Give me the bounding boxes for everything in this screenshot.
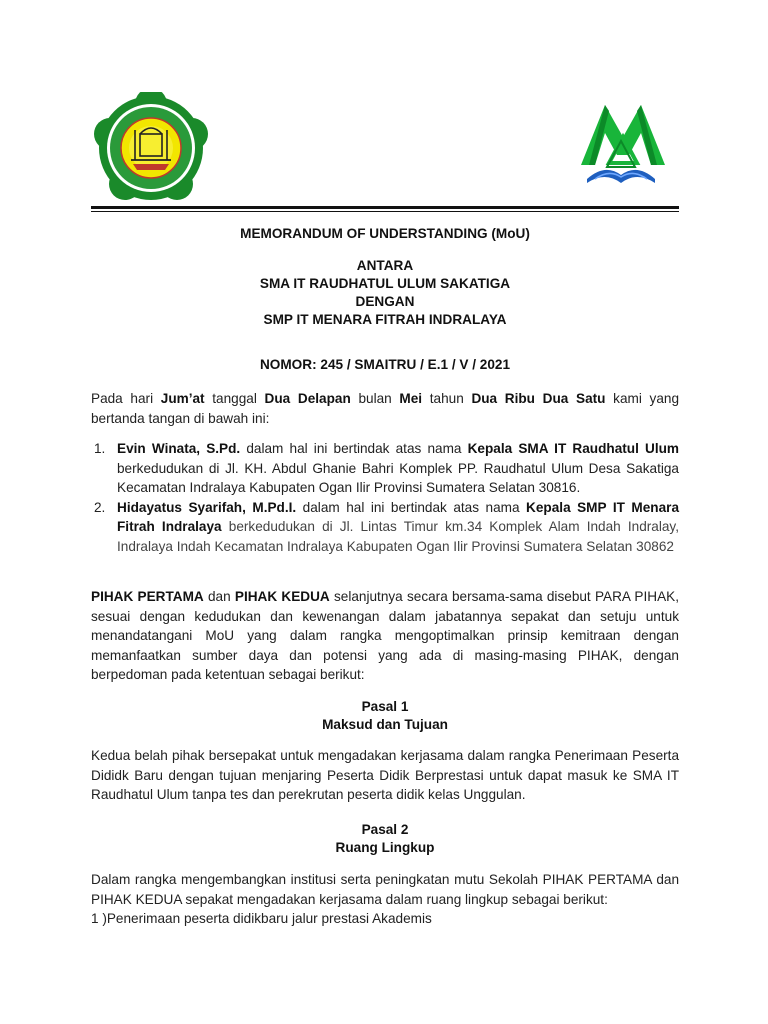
pasal1-title: Pasal 1 bbox=[361, 699, 409, 714]
list-item: 2. Hidayatus Syarifah, M.Pd.I. dalam hal ini bertindak atas nama Kepala SMP IT Menara Fitrah Indralaya berkedudukan di Jl. Lintas Timur km.34 Komplek Alam Indah Indralay, Indralaya Indah Kecamatan Indralaya Kabupaten Ogan Ilir Provinsi Sumatera Selatan 30862 bbox=[94, 499, 679, 554]
header-rule-thick bbox=[91, 206, 679, 209]
list-item: 1. Evin Winata, S.Pd. dalam hal ini bertindak atas nama Kepala SMA IT Raudhatul Ulum berkedudukan di Jl. KH. Abdul Ghanie Bahri Komplek PP. Raudhatul Ulum Desa Sakatiga Kecamatan Indralaya Kabupaten Ogan Ilir Provinsi Sumatera Selatan 30816. bbox=[94, 441, 679, 495]
header-rule-thin bbox=[91, 211, 679, 212]
opening-paragraph: Pada hari Jum’at tanggal Dua Delapan bulan Mei tahun Dua Ribu Dua Satu kami yang bertanda tangan di bawah ini: bbox=[91, 391, 680, 426]
pasal2-item-1: 1 )Penerimaan peserta didikbaru jalur prestasi Akademis bbox=[91, 911, 432, 926]
heading-party-one: SMA IT RAUDHATUL ULUM SAKATIGA bbox=[259, 276, 511, 291]
pasal2-title: Pasal 2 bbox=[361, 822, 409, 837]
pasal2-text: Dalam rangka mengembangkan institusi serta peningkatan mutu Sekolah PIHAK PERTAMA dan PIHAK KEDUA sepakat mengadakan kerjasama dalam ruang lingkup sebagai berikut: bbox=[91, 872, 679, 907]
pasal2-subtitle: Ruang Lingkup bbox=[335, 840, 435, 855]
pasal1-subtitle: Maksud dan Tujuan bbox=[322, 717, 448, 732]
heading-dengan: DENGAN bbox=[355, 294, 415, 309]
agreement-paragraph: PIHAK PERTAMA dan PIHAK KEDUA selanjutnya secara bersama-sama disebut PARA PIHAK, sesuai dengan kedudukan dan kewenangan dalam jabatannya sepakat dan setuju untuk menandatangani MoU yang dalam rangka mengoptimalkan prinsip kemitraan dengan memanfaatkan sumber daya dan potensi yang ada di masing-masing PIHAK, dengan berpedoman pada ketentuan sebagai berikut: bbox=[91, 589, 679, 682]
document-number: NOMOR: 245 / SMAITRU / E.1 / V / 2021 bbox=[259, 357, 511, 372]
heading-party-two: SMP IT MENARA FITRAH INDRALAYA bbox=[263, 312, 507, 327]
menara-fitrah-logo bbox=[565, 97, 677, 205]
school-seal-logo bbox=[94, 92, 208, 204]
parties-list bbox=[91, 439, 679, 556]
document-title: MEMORANDUM OF UNDERSTANDING (MoU) bbox=[240, 226, 530, 241]
pasal1-text: Kedua belah pihak bersepakat untuk mengadakan kerjasama dalam rangka Penerimaan Peserta Dididk Baru dengan tujuan menjaring Peserta Didik Berprestasi untuk dapat masuk ke SMA IT Raudhatul Ulum tanpa tes dan perekrutan peserta didik kelas Unggulan. bbox=[91, 748, 679, 802]
heading-antara: ANTARA bbox=[356, 258, 414, 273]
